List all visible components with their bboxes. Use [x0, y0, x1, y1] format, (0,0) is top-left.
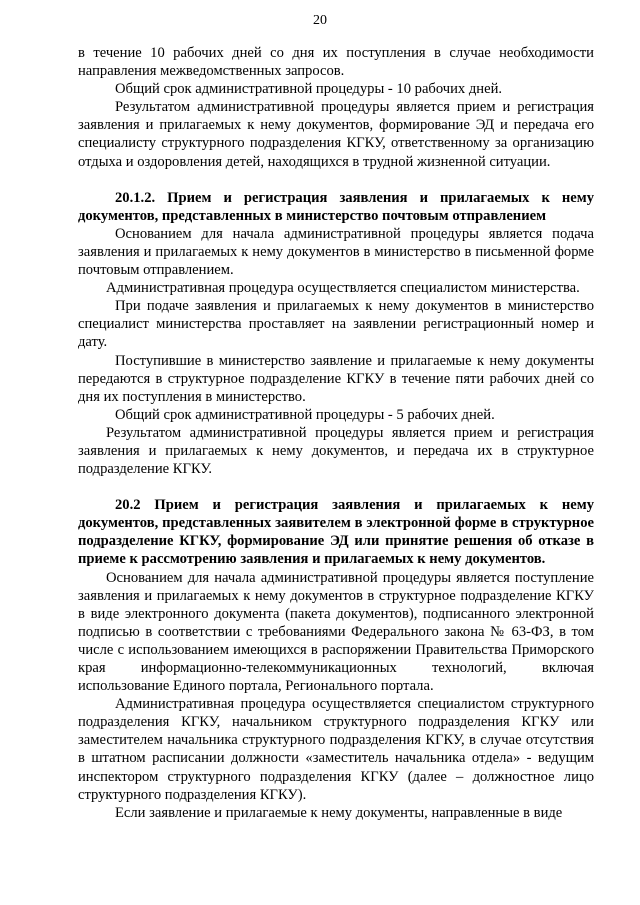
- paragraph-registration-stamp: При подаче заявления и прилагаемых к нему документов в министерство специалист министерства проставляет на заявлении регистрационный номер и дату.: [78, 298, 594, 351]
- paragraph-total-term: Общий срок административной процедуры - 10 рабочих дней.: [115, 81, 503, 98]
- paragraph-result-postal: Результатом административной процедуры является прием и регистрация заявления и прилагаемых к нему документов, и передача их в структурное подразделение КГКУ.: [78, 424, 594, 478]
- page-number: 20: [313, 13, 327, 28]
- section-heading-20-1-2: 20.1.2. Прием и регистрация заявления и прилагаемых к нему документов, представленных в министерство почтовым отправлением: [78, 189, 594, 224]
- paragraph-procedure-performer-electronic: Административная процедура осуществляется специалистом структурного подразделения КГКУ, начальником структурного подразделения КГКУ или заместителем начальника структурного подразделения КГКУ, в случае отсутствия в штатном расписании должности «заместитель начальника отдела» - ведущим инспектором структурного подразделения КГКУ (далее – должностное лицо структурного подразделения КГКУ).: [78, 696, 594, 803]
- paragraph-total-term-5-days: Общий срок административной процедуры - 5 рабочих дней.: [115, 406, 495, 423]
- paragraph-procedure-performer: Административная процедура осуществляется специалистом министерства.: [106, 280, 580, 297]
- section-heading-20-2: 20.2 Прием и регистрация заявления и прилагаемых к нему документов, представленных заявителем в электронной форме в структурное подразделение КГКУ, формирование ЭД или принятие решения об отказе в приеме к рассмотрению заявления и прилагаемых к нему документов.: [78, 497, 594, 568]
- document-body: [78, 44, 594, 822]
- paragraph-basis-postal: Основанием для начала административной процедуры является подача заявления и прилагаемых к нему документов в министерство в письменной форме почтовым отправлением.: [78, 225, 594, 279]
- paragraph-continuation: в течение 10 рабочих дней со дня их поступления в случае необходимости направления межведомственных запросов.: [78, 45, 594, 80]
- paragraph-transfer-documents: Поступившие в министерство заявление и прилагаемые к нему документы передаются в структурное подразделение КГКУ в течение пяти рабочих дней со дня их поступления в министерство.: [78, 352, 594, 405]
- paragraph-result: Результатом административной процедуры является прием и регистрация заявления и прилагаемых к нему документов, формирование ЭД и передача его специалисту структурного подразделения КГКУ, ответственному за организацию отдыха и оздоровления детей, находящихся в трудной жизненной ситуации.: [78, 99, 594, 170]
- paragraph-if-documents: Если заявление и прилагаемые к нему документы, направленные в виде: [115, 804, 563, 821]
- paragraph-basis-electronic: Основанием для начала административной процедуры является поступление заявления и прилагаемых к нему документов в структурное подразделение КГКУ в виде электронного документа (пакета документов), подписанного электронной подписью в соответствии с требованиями Федерального закона № 63-ФЗ, в том числе с использованием имеющихся в распоряжении Правительства Приморского края информационно-телекоммуникационных технологий, включая использование Единого портала, Регионального портала.: [78, 569, 594, 695]
